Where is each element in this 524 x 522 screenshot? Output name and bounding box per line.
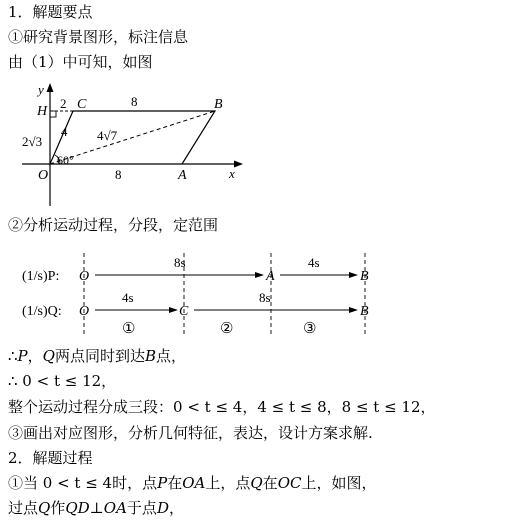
text-fragment: 在 <box>167 474 183 492</box>
step1-text: ①研究背景图形，标注信息 <box>8 28 189 46</box>
segment-OC: OC <box>277 474 302 492</box>
segment-QD: QD <box>65 499 90 517</box>
right-angle-mark <box>50 111 56 117</box>
section2-heading: 2．解题过程 <box>8 449 93 467</box>
P-time-2: 4s <box>308 255 320 270</box>
segment-OA: OA <box>103 499 127 517</box>
arrowhead-icon <box>255 272 264 278</box>
conclusion-line-1 <box>8 346 186 366</box>
y-axis-arrow-icon <box>47 83 54 92</box>
P-mid-A: A <box>266 269 275 284</box>
length-OH: 2√3 <box>22 134 43 149</box>
text-fragment: 在 <box>262 474 278 492</box>
section2-line-1 <box>8 473 376 493</box>
length-HC: 2 <box>60 96 67 111</box>
arrowhead-icon <box>169 307 178 313</box>
section2-line-2 <box>8 498 184 518</box>
diagonal-OB <box>50 111 215 164</box>
comma: ， <box>27 347 43 365</box>
label-O: O <box>38 168 49 183</box>
motion-timeline-figure <box>0 245 400 340</box>
segment-1-marker: ① <box>122 321 136 337</box>
conclusion-line-3: 整个运动过程分成三段：0 < t ≤ 4，4 ≤ t ≤ 8，8 ≤ t ≤ 12， <box>8 398 436 416</box>
text-fragment: ①当 0 < t ≤ 4时，点 <box>8 474 158 492</box>
perpendicular-symbol: ⊥ <box>89 499 104 517</box>
parallelogram-figure <box>0 78 260 213</box>
label-C: C <box>77 97 87 112</box>
Q-mid-C: C <box>179 304 189 319</box>
therefore-symbol: ∴ <box>8 347 18 365</box>
conclusion-line-4: ③画出对应图形，分析几何特征，表达，设计方案求解. <box>8 424 373 442</box>
P-row-label: (1/s)P: <box>22 269 60 284</box>
point-B: B <box>144 347 157 365</box>
point-P: P <box>157 474 168 492</box>
label-H: H <box>37 104 48 119</box>
from-part1-text: 由（1）中可知，如图 <box>8 53 153 71</box>
Q-start-O: O <box>79 304 90 319</box>
text-fragment: 点， <box>156 347 187 365</box>
point-Q: Q <box>250 474 263 492</box>
text-fragment: 两点同时到达 <box>54 347 145 365</box>
P-end-B: B <box>360 269 369 284</box>
arrowhead-icon <box>349 272 358 278</box>
length-OA: 8 <box>115 167 122 182</box>
point-D: D <box>156 499 169 517</box>
Q-row-label: (1/s)Q: <box>22 304 62 319</box>
text-fragment: 过点 <box>8 499 39 517</box>
point-Q: Q <box>38 499 51 517</box>
length-OB: 4√7 <box>97 128 118 143</box>
P-time-1: 8s <box>174 255 186 270</box>
length-OC: 4 <box>61 124 68 139</box>
conclusion-line-2: ∴ 0 < t ≤ 12， <box>8 372 117 390</box>
y-axis-label: y <box>38 82 44 97</box>
angle-label: 60° <box>57 153 74 167</box>
text-fragment: 于点 <box>126 499 157 517</box>
point-Q: Q <box>42 347 55 365</box>
segment-3-marker: ③ <box>303 321 317 337</box>
label-A: A <box>178 168 187 183</box>
x-axis-arrow-icon <box>234 161 243 168</box>
text-fragment: ， <box>168 499 184 517</box>
segment-OA: OA <box>182 474 206 492</box>
length-CB: 8 <box>131 94 138 109</box>
arrowhead-icon <box>349 307 358 313</box>
text-fragment: 上，如图， <box>301 474 377 492</box>
point-P: P <box>17 347 28 365</box>
Q-time-1: 4s <box>122 290 134 305</box>
Q-end-B: B <box>360 304 369 319</box>
P-start-O: O <box>79 269 90 284</box>
step2-text: ②分析运动过程，分段，定范围 <box>8 216 219 234</box>
x-axis-label: x <box>229 166 235 181</box>
text-fragment: 作 <box>50 499 66 517</box>
label-B: B <box>214 97 223 112</box>
section1-heading: 1．解题要点 <box>8 3 93 21</box>
text-fragment: 上，点 <box>205 474 251 492</box>
segment-2-marker: ② <box>220 321 234 337</box>
Q-time-2: 8s <box>259 290 271 305</box>
